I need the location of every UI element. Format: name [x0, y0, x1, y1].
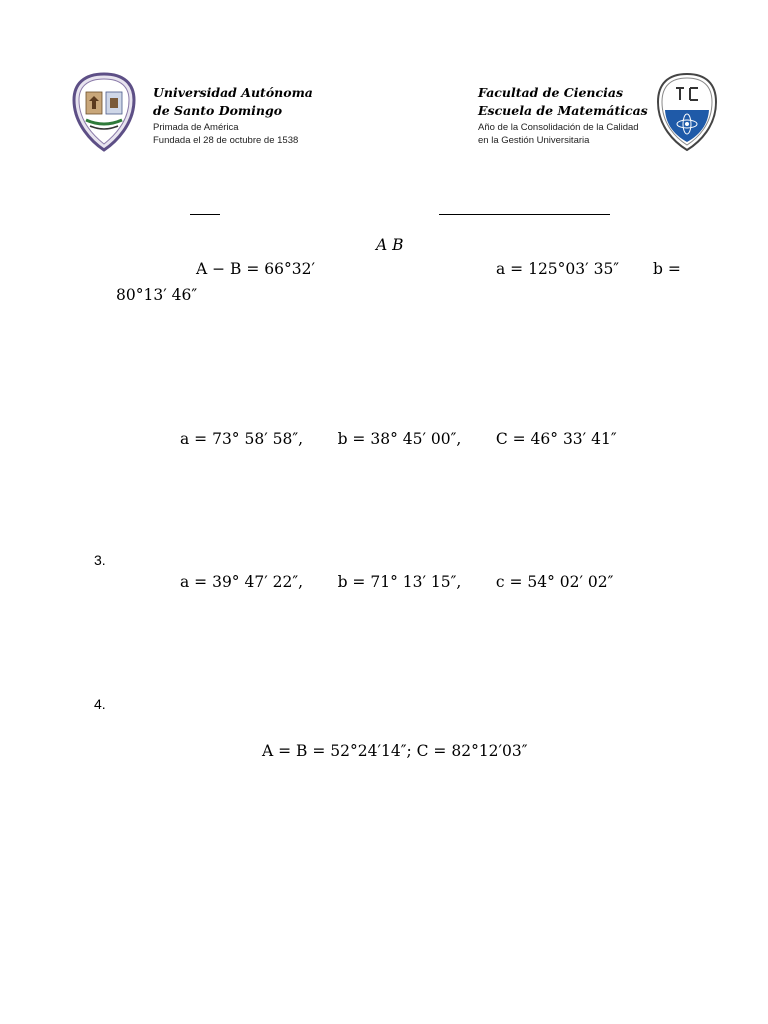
- name-blank-long: [439, 214, 610, 215]
- university-motto: Primada de América: [153, 122, 239, 133]
- university-founded: Fundada el 28 de octubre de 1538: [153, 135, 299, 146]
- year-slogan-line1: Año de la Consolidación de la Calidad: [478, 122, 639, 133]
- year-slogan-line2: en la Gestión Universitaria: [478, 135, 590, 146]
- university-name-line1: Universidad Autónoma: [153, 85, 313, 100]
- school-name: Escuela de Matemáticas: [478, 103, 648, 118]
- problem1-angles-AB: A B: [376, 236, 404, 254]
- uasd-seal-logo: [72, 72, 136, 152]
- problem1-given-a: a = 125°03′ 35″: [496, 260, 620, 278]
- university-name-line2: de Santo Domingo: [153, 103, 283, 118]
- problem1-given-b-value: 80°13′ 46″: [116, 286, 198, 304]
- problem3-data: a = 39° 47′ 22″, b = 71° 13′ 15″, c = 54° 02′ 02″: [180, 573, 614, 591]
- problem4-number: 4.: [94, 696, 106, 712]
- faculty-name: Facultad de Ciencias: [478, 85, 623, 100]
- problem2-data: a = 73° 58′ 58″, b = 38° 45′ 00″, C = 46° 33′ 41″: [180, 430, 617, 448]
- name-blank-short: [190, 214, 220, 215]
- faculty-seal-logo: [656, 72, 718, 152]
- problem4-data: A = B = 52°24′14″; C = 82°12′03″: [262, 742, 528, 760]
- problem1-given-b-label: b =: [653, 260, 681, 278]
- problem3-number: 3.: [94, 552, 106, 568]
- problem1-given-difference: A − B = 66°32′: [196, 260, 315, 278]
